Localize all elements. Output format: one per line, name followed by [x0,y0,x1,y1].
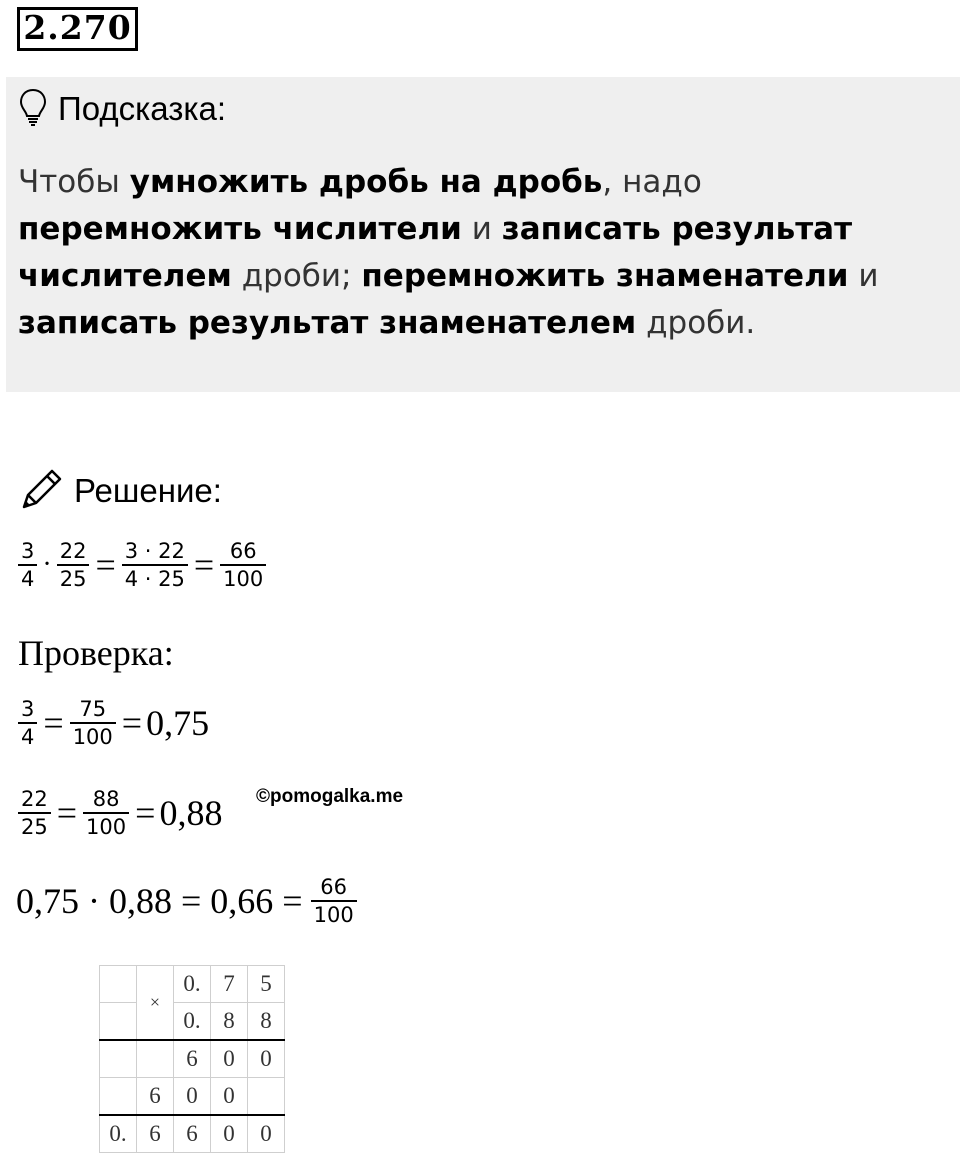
equals-sign: = [135,793,156,833]
pencil-icon [18,465,66,517]
hint-text [18,159,948,347]
grid-cell: 0 [248,1040,285,1078]
grid-cell: 0 [211,1040,248,1078]
grid-cell: 8 [211,1003,248,1041]
grid-cell: 0 [248,1115,285,1153]
grid-row [100,1078,285,1116]
hint-segment: и [461,211,502,247]
fraction [311,874,357,928]
grid-cell: 0. [174,966,211,1003]
fraction [70,696,116,750]
fraction [220,538,266,592]
denominator: 25 [57,564,90,592]
grid-cell [100,1003,137,1041]
equals-sign: = [56,793,78,833]
grid-cell: 6 [137,1078,174,1116]
hint-segment: Чтобы [18,164,130,200]
column-multiplication-grid [99,965,285,1153]
numerator: 3 [21,539,35,563]
hint-segment-bold: перемножить знаменатели [361,258,849,294]
denominator: 4 [18,564,37,592]
grid-cell: 7 [211,966,248,1003]
fraction [18,786,51,840]
grid-cell: 0 [174,1078,211,1116]
hint-segment-bold: записать результат числителем [18,211,853,294]
grid-cell: 0 [211,1078,248,1116]
grid-cell [248,1078,285,1116]
fraction [122,538,188,592]
hint-segment-bold: перемножить числители [18,211,462,247]
grid-cell: 0. [174,1003,211,1041]
denominator: 100 [311,900,357,928]
grid-cell: 0. [100,1115,137,1153]
equals-sign: = [43,703,64,743]
hint-panel [6,77,960,392]
watermark: ©pomogalka.me [256,786,404,807]
denominator: 100 [83,812,129,840]
denominator: 25 [18,812,51,840]
grid-cell [100,1078,137,1116]
denominator: 100 [220,564,266,592]
check-label: Проверка: [18,633,174,673]
hint-segment: дроби. [636,305,756,341]
fraction [57,538,90,592]
multiply-sign: × [137,966,174,1041]
numerator: 66 [229,539,257,563]
fraction [83,786,129,840]
check-equation-1 [16,696,209,750]
grid-cell: 8 [248,1003,285,1041]
decimal-result: 0,75 [146,703,210,743]
solution-equation [16,538,268,592]
grid-cell: 6 [137,1115,174,1153]
grid-row [100,1040,285,1078]
denominator: 100 [70,722,116,750]
equals-sign: = [95,545,116,585]
lightbulb-icon [18,87,48,131]
grid-row [100,1115,285,1153]
denominator: 4 [18,722,37,750]
hint-segment: дроби; [231,258,362,294]
dot-operator: · [42,549,52,580]
hint-segment-bold: умножить дробь на дробь [129,164,603,200]
equals-sign: = [121,703,143,743]
hint-title: Подсказка: [58,90,227,127]
grid-cell: 0 [211,1115,248,1153]
problem-number: 2.270 [17,7,138,51]
check-equation-2 [16,786,222,840]
denominator: 4 · 25 [122,564,188,592]
fraction [18,696,37,750]
numerator: 22 [59,539,87,563]
hint-heading [18,87,226,131]
grid-cell: 6 [174,1040,211,1078]
grid-cell: 5 [248,966,285,1003]
check-equation-3 [16,874,359,928]
decimal-result: 0,88 [159,793,223,833]
hint-segment-bold: записать результат знаменателем [18,305,637,341]
hint-segment: и [848,258,879,294]
grid-cell [137,1040,174,1078]
fraction [18,538,37,592]
grid-row [100,966,285,1003]
grid-cell [100,1040,137,1078]
numerator: 88 [92,787,120,811]
solution-title: Решение: [74,472,222,509]
numerator: 66 [320,875,347,899]
numerator: 75 [79,697,107,721]
grid-row [100,1003,285,1041]
grid-cell: 6 [174,1115,211,1153]
grid-cell [100,966,137,1003]
hint-segment: , надо [602,164,702,200]
product-expression: 0,75 · 0,88 = 0,66 = [16,881,303,921]
numerator: 22 [21,787,48,811]
solution-heading [18,466,222,516]
numerator: 3 [21,697,35,721]
numerator: 3 · 22 [124,539,185,563]
equals-sign: = [193,545,215,585]
